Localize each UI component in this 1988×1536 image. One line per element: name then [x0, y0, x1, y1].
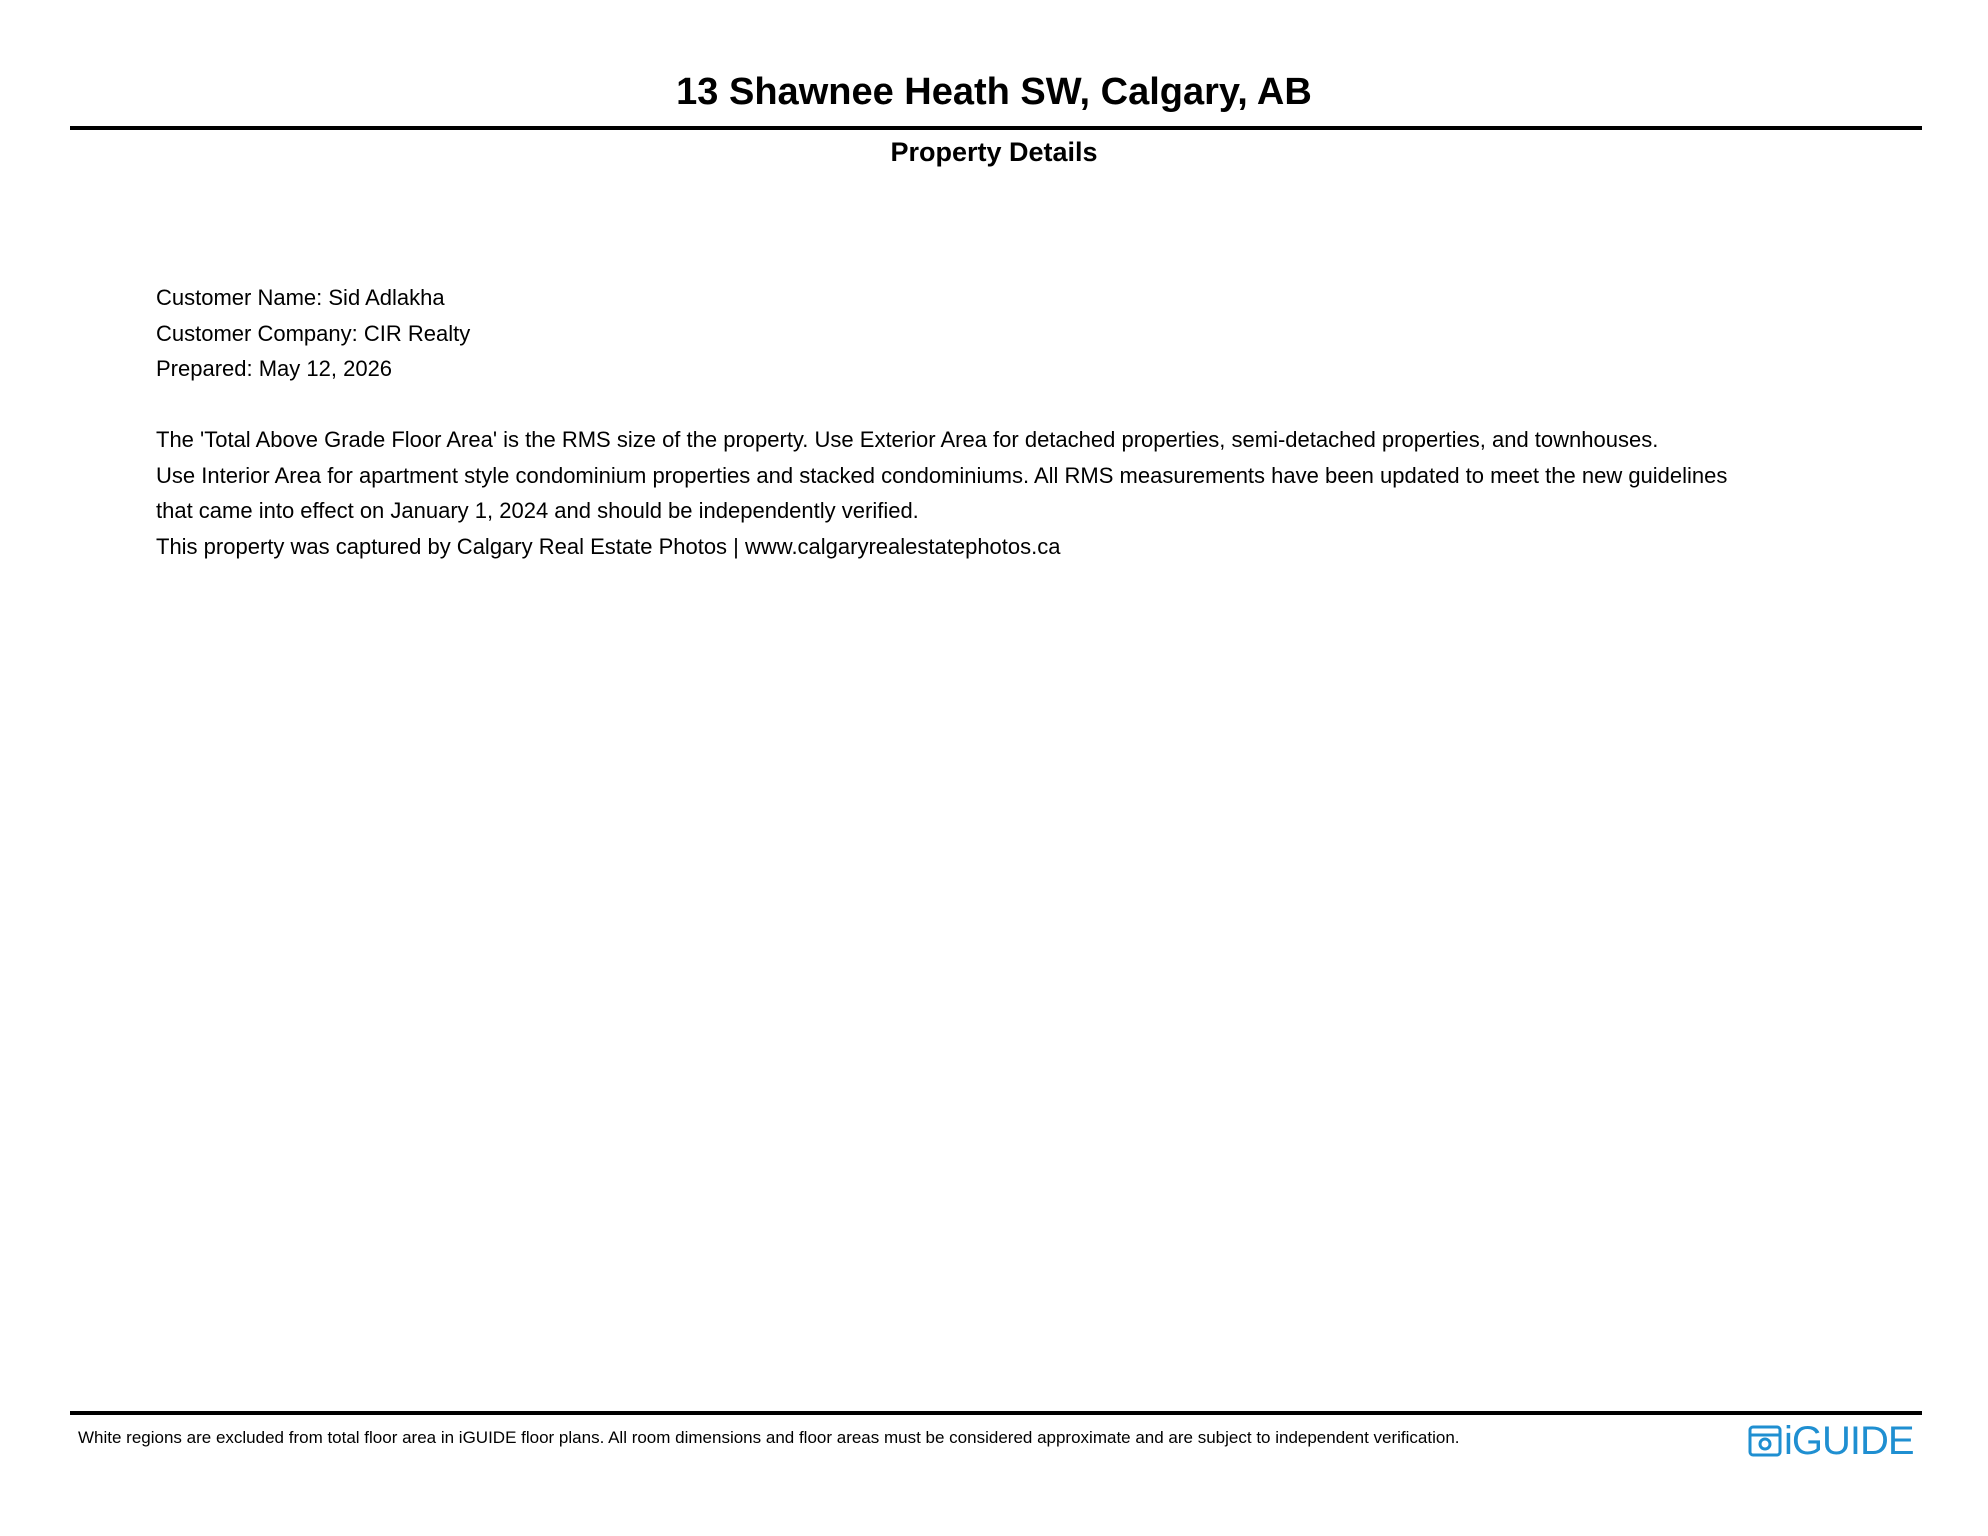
- paragraph-line: The 'Total Above Grade Floor Area' is the RMS size of the property. Use Exterior Area for detached properties, semi-detached properties, and townhouses.: [156, 427, 1659, 452]
- page-title: 13 Shawnee Heath SW, Calgary, AB: [676, 71, 1312, 113]
- paragraph-line: that came into effect on January 1, 2024 and should be independently verified.: [156, 498, 919, 523]
- page-subtitle: Property Details: [890, 137, 1098, 167]
- footer-note: White regions are excluded from total floor area in iGUIDE floor plans. All room dimensions and floor areas must be considered approximate and are subject to independent verification.: [78, 1428, 1460, 1447]
- iguide-logo: [1748, 1421, 1914, 1461]
- customer-name: Customer Name: Sid Adlakha: [156, 285, 445, 310]
- paragraph-line: This property was captured by Calgary Real Estate Photos | www.calgaryrealestatephotos.ca: [156, 533, 1061, 559]
- title-divider: [70, 126, 1922, 130]
- property-details: [156, 280, 1856, 564]
- spacer: [156, 387, 1856, 423]
- prepared-date: Prepared: May 12, 2026: [156, 356, 393, 381]
- customer-company: Customer Company: CIR Realty: [156, 320, 471, 346]
- paragraph-line: Use Interior Area for apartment style condominium properties and stacked condominiums. All RMS measurements have been updated to meet the new guidelines: [156, 462, 1728, 488]
- logo-text: iGUIDE: [1784, 1419, 1914, 1463]
- footer-divider: [70, 1411, 1922, 1415]
- camera-box-icon: [1748, 1425, 1782, 1457]
